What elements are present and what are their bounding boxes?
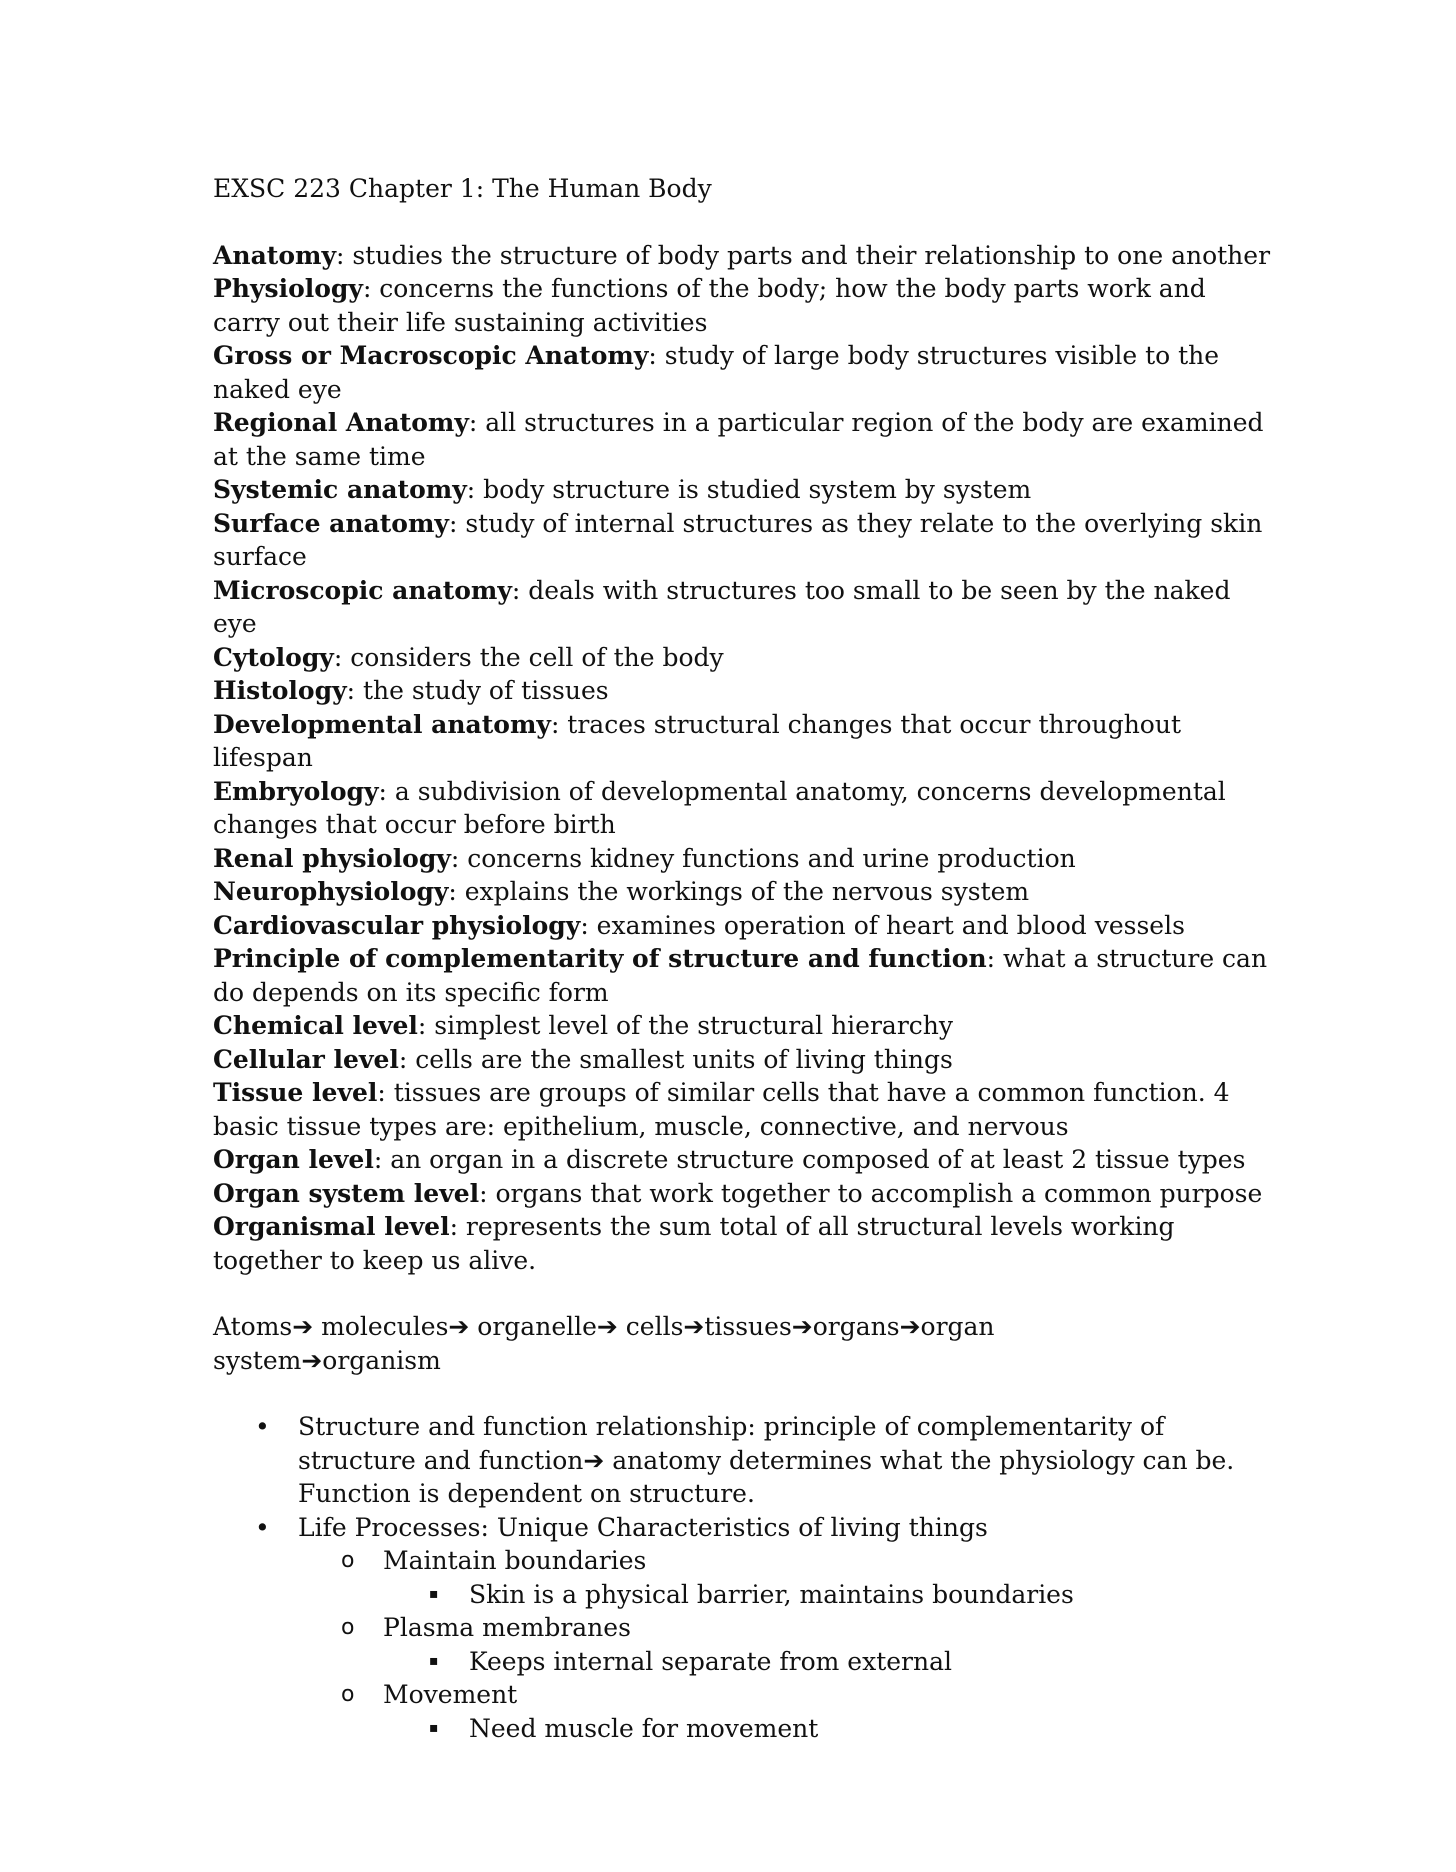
definition-item <box>213 1009 1273 1043</box>
definition-text: : concerns the functions of the body; how the body parts work and carry out their life sustaining activities <box>213 274 1206 337</box>
definition-term: Surface anatomy <box>213 508 449 538</box>
definition-term: Renal physiology <box>213 843 451 873</box>
definition-term: Physiology <box>213 274 363 303</box>
definition-item <box>213 1210 1273 1277</box>
definition-term: Organismal level <box>213 1212 450 1241</box>
definition-text: : deals with structures too small to be seen by the naked eye <box>213 575 1231 638</box>
definition-text: : represents the sum total of all structural levels working together to keep us alive. <box>213 1212 1175 1275</box>
definition-item <box>213 507 1273 574</box>
definition-term: Cytology <box>213 642 334 672</box>
definition-item <box>213 574 1273 641</box>
bullet-icon: • <box>255 1512 270 1542</box>
definition-term: Developmental anatomy <box>213 709 551 739</box>
bullet-list <box>213 1410 1273 1745</box>
definition-item <box>213 708 1273 775</box>
definition-term: Microscopic anatomy <box>213 575 512 605</box>
definition-item <box>213 1076 1273 1143</box>
list-item-text: Life Processes: Unique Characteristics of living things <box>298 1512 988 1542</box>
definition-item <box>213 942 1273 1009</box>
definition-text: : study of large body structures visible to the naked eye <box>213 341 1220 404</box>
bullet-icon: • <box>255 1412 270 1441</box>
list-item-text: Plasma membranes <box>383 1613 631 1642</box>
definition-item <box>213 842 1273 876</box>
definition-term: Neurophysiology <box>213 877 449 906</box>
circle-bullet-icon: o <box>341 1682 355 1707</box>
definition-term: Cardiovascular physiology <box>213 910 581 940</box>
definition-item <box>213 1177 1273 1211</box>
definition-item <box>213 641 1273 675</box>
definition-text: : a subdivision of developmental anatomy, concerns developmental changes that occur before birth <box>213 776 1226 839</box>
list-item-text: Maintain boundaries <box>383 1546 647 1575</box>
definition-term: Regional Anatomy <box>213 408 469 437</box>
list-item <box>213 1511 1273 1545</box>
definition-term: Histology <box>213 676 347 705</box>
definition-text: : traces structural changes that occur throughout lifespan <box>213 709 1181 772</box>
list-item <box>213 1611 1273 1645</box>
definition-item <box>213 775 1273 842</box>
definition-text: : studies the structure of body parts and their relationship to one another <box>335 240 1271 270</box>
definition-text: : organs that work together to accomplish a common purpose <box>479 1178 1263 1208</box>
list-item <box>213 1410 1273 1511</box>
definition-text: : examines operation of heart and blood vessels <box>580 910 1185 940</box>
definition-item <box>213 1043 1273 1077</box>
definition-item <box>213 674 1273 708</box>
definition-text: : simplest level of the structural hierarchy <box>417 1011 953 1040</box>
document-body <box>213 172 1273 1745</box>
definition-term: Embryology <box>213 776 379 806</box>
definition-term: Principle of complementarity of structure and function <box>213 944 987 973</box>
list-item-text: Keeps internal separate from external <box>469 1646 952 1676</box>
definition-term: Tissue level <box>213 1078 378 1107</box>
definition-term: Organ system level <box>213 1178 480 1208</box>
list-item <box>213 1712 1273 1746</box>
square-bullet-icon: ▪ <box>429 1652 439 1669</box>
list-item <box>213 1678 1273 1712</box>
definition-term: Gross or Macroscopic Anatomy <box>213 341 649 370</box>
definition-item <box>213 909 1273 943</box>
list-item <box>213 1578 1273 1612</box>
list-item <box>213 1645 1273 1679</box>
definition-term: Anatomy <box>213 240 336 270</box>
definition-item <box>213 1143 1273 1177</box>
definition-text: : explains the workings of the nervous system <box>448 877 1030 906</box>
square-bullet-icon: ▪ <box>429 1585 439 1602</box>
square-bullet-icon: ▪ <box>429 1719 439 1736</box>
definition-item <box>213 875 1273 909</box>
document-title: EXSC 223 Chapter 1: The Human Body <box>213 174 712 203</box>
definition-text: : considers the cell of the body <box>333 642 724 672</box>
definition-text: : body structure is studied system by system <box>466 475 1032 504</box>
definition-text: : tissues are groups of similar cells that have a common function. 4 basic tissue types are: epithelium, muscle, connective, and nervous <box>213 1078 1230 1141</box>
definition-text: : study of internal structures as they relate to the overlying skin surface <box>213 508 1263 571</box>
definition-term: Cellular level <box>213 1044 399 1074</box>
list-item-text: Need muscle for movement <box>469 1713 819 1743</box>
list-item <box>213 1544 1273 1578</box>
definition-term: Organ level <box>213 1145 374 1174</box>
definition-term: Chemical level <box>213 1011 418 1040</box>
definition-text: : the study of tissues <box>346 676 609 705</box>
definition-text: : cells are the smallest units of living things <box>398 1044 953 1074</box>
definition-item <box>213 473 1273 507</box>
definition-item <box>213 339 1273 406</box>
definition-item <box>213 239 1273 273</box>
definition-item <box>213 272 1273 339</box>
hierarchy-chain: Atoms➔ molecules➔ organelle➔ cells➔tissues➔organs➔organ system➔organism <box>213 1312 995 1375</box>
list-item-text: Skin is a physical barrier, maintains boundaries <box>469 1579 1074 1609</box>
definition-term: Systemic anatomy <box>213 475 467 504</box>
definition-text: : what a structure can do depends on its specific form <box>213 944 1268 1007</box>
definition-text: : all structures in a particular region of the body are examined at the same time <box>213 408 1264 471</box>
circle-bullet-icon: o <box>341 1615 355 1640</box>
definition-text: : concerns kidney functions and urine production <box>450 843 1076 873</box>
definition-item <box>213 406 1273 473</box>
definitions-list <box>213 239 1273 1278</box>
circle-bullet-icon: o <box>341 1548 355 1573</box>
list-item-text: Structure and function relationship: principle of complementarity of structure and function➔ anatomy determines what the physiology can be. Function is dependent on structure. <box>298 1412 1235 1508</box>
list-item-text: Movement <box>383 1680 518 1709</box>
definition-text: : an organ in a discrete structure composed of at least 2 tissue types <box>373 1145 1246 1174</box>
